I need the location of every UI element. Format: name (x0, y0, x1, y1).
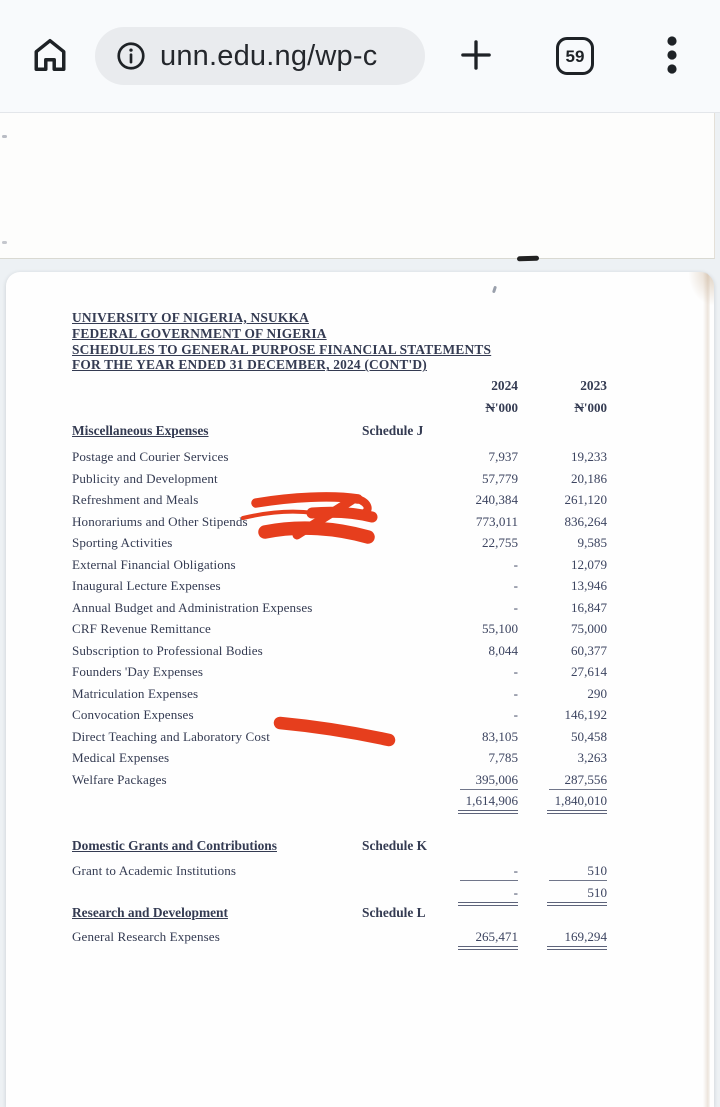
table-row: Matriculation Expenses - 290 (72, 685, 607, 701)
table-row: Annual Budget and Administration Expenses - 16,847 (72, 599, 607, 615)
url-text: unn.edu.ng/wp-c (160, 39, 378, 72)
previous-page-fragment (0, 113, 715, 259)
home-button[interactable] (26, 32, 74, 80)
table-row-marked: Direct Teaching and Laboratory Cost 83,105 50,458 (72, 728, 607, 744)
header-line: FOR THE YEAR ENDED 31 DECEMBER, 2024 (CONT'D) (72, 357, 427, 373)
document-content (6, 272, 714, 1107)
scan-speck (2, 135, 7, 138)
schedule-label: Schedule K (362, 838, 428, 853)
schedule-j-rows (6, 446, 714, 812)
section-title: Research and Development (72, 905, 228, 920)
table-row: General Research Expenses 265,471 169,294 (6, 926, 714, 948)
unit-columns (6, 400, 714, 416)
tab-switcher-button[interactable] (556, 37, 594, 75)
browser-menu-button[interactable] (650, 32, 694, 80)
unit-2023: N'000 (574, 400, 607, 415)
table-row: Grant to Academic Institutions - 510 (6, 860, 714, 882)
new-tab-icon (455, 34, 497, 79)
tab-count: 59 (565, 46, 585, 66)
header-line: UNIVERSITY OF NIGERIA, NSUKKA (72, 310, 309, 325)
table-row: Medical Expenses 7,785 3,263 (72, 750, 607, 765)
url-bar[interactable] (95, 27, 425, 85)
scan-speck (2, 241, 7, 244)
table-total-row: 1,614,906 1,840,010 (6, 790, 714, 812)
pdf-page (6, 272, 714, 1107)
table-row: Refreshment and Meals 240,384 261,120 (72, 492, 607, 507)
browser-toolbar (0, 0, 720, 113)
new-tab-button[interactable] (452, 32, 500, 80)
section-title: Domestic Grants and Contributions (72, 838, 277, 853)
table-row: Welfare Packages 395,006 287,556 (6, 769, 714, 791)
year-columns (6, 378, 714, 394)
table-total-row: - 510 (6, 882, 714, 904)
header-line: FEDERAL GOVERNMENT OF NIGERIA (72, 325, 327, 341)
table-row: Subscription to Professional Bodies 8,044 60,377 (72, 642, 607, 658)
schedule-label: Schedule L (362, 905, 426, 920)
section-schedule-k (6, 838, 714, 859)
table-row: Sporting Activities 22,755 9,585 (72, 535, 607, 550)
home-icon (28, 33, 72, 80)
table-row: Postage and Courier Services 7,937 19,233 (72, 449, 607, 464)
schedule-k-rows (6, 860, 714, 903)
section-title: Miscellaneous Expenses (72, 423, 209, 438)
header-line: SCHEDULES TO GENERAL PURPOSE FINANCIAL STATEMENTS (72, 341, 492, 357)
table-row: CRF Revenue Remittance 55,100 75,000 (72, 621, 607, 636)
section-schedule-l (6, 905, 714, 926)
page-info-icon[interactable] (115, 40, 147, 72)
year-2023-header: 2023 (580, 378, 607, 393)
section-schedule-j (6, 423, 714, 444)
schedule-label: Schedule J (362, 423, 424, 438)
document-header (72, 310, 491, 373)
table-row: Publicity and Development 57,779 20,186 (72, 470, 607, 486)
table-row: Founders 'Day Expenses - 27,614 (72, 664, 607, 679)
table-row-marked: Honorariums and Other Stipends 773,011 836,264 (72, 513, 607, 529)
table-row: Inaugural Lecture Expenses - 13,946 (72, 578, 607, 593)
scan-smudge (517, 256, 539, 262)
kebab-menu-icon (652, 31, 692, 82)
table-row: External Financial Obligations - 12,079 (72, 556, 607, 572)
unit-2024: N'000 (485, 400, 518, 415)
table-row: Convocation Expenses - 146,192 (72, 707, 607, 722)
year-2024-header: 2024 (491, 378, 518, 393)
schedule-l-rows (6, 926, 714, 948)
